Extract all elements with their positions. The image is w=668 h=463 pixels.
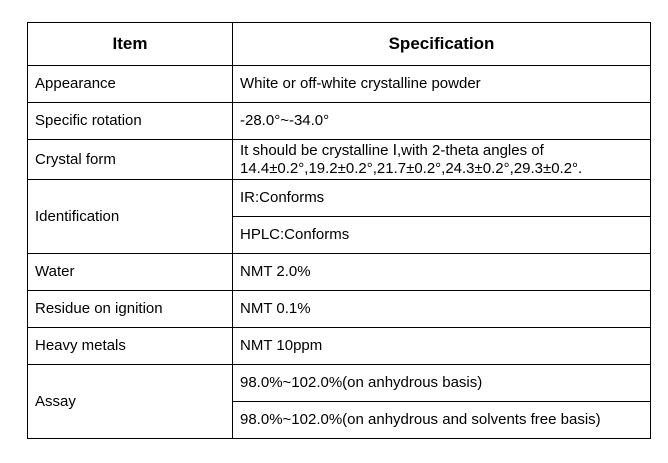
table-row-assay-anhydrous	[28, 365, 651, 402]
spec-cell: HPLC:Conforms	[233, 217, 651, 254]
table-row-specific-rotation	[28, 103, 651, 140]
table-row-crystal-form	[28, 140, 651, 180]
item-cell: Residue on ignition	[28, 291, 233, 328]
item-cell: Specific rotation	[28, 103, 233, 140]
specification-table	[27, 22, 651, 439]
table-row-appearance	[28, 66, 651, 103]
table-row-heavy-metals	[28, 328, 651, 365]
item-cell: Heavy metals	[28, 328, 233, 365]
item-cell: Identification	[28, 180, 233, 254]
spec-cell: NMT 10ppm	[233, 328, 651, 365]
spec-cell: -28.0°~-34.0°	[233, 103, 651, 140]
table-row-residue-on-ignition	[28, 291, 651, 328]
header-row	[28, 23, 651, 66]
header-item: Item	[28, 23, 233, 66]
table-row-identification-ir	[28, 180, 651, 217]
header-specification: Specification	[233, 23, 651, 66]
spec-cell: NMT 2.0%	[233, 254, 651, 291]
item-cell: Appearance	[28, 66, 233, 103]
item-cell: Assay	[28, 365, 233, 439]
spec-cell: 98.0%~102.0%(on anhydrous basis)	[233, 365, 651, 402]
item-cell: Water	[28, 254, 233, 291]
spec-cell: NMT 0.1%	[233, 291, 651, 328]
item-cell: Crystal form	[28, 140, 233, 180]
spec-cell: White or off-white crystalline powder	[233, 66, 651, 103]
spec-cell: IR:Conforms	[233, 180, 651, 217]
spec-cell: It should be crystalline Ⅰ,with 2-theta angles of 14.4±0.2°,19.2±0.2°,21.7±0.2°,24.3±0.2°,29.3±0.2°.	[233, 140, 651, 180]
spec-cell: 98.0%~102.0%(on anhydrous and solvents free basis)	[233, 402, 651, 439]
table-row-water	[28, 254, 651, 291]
